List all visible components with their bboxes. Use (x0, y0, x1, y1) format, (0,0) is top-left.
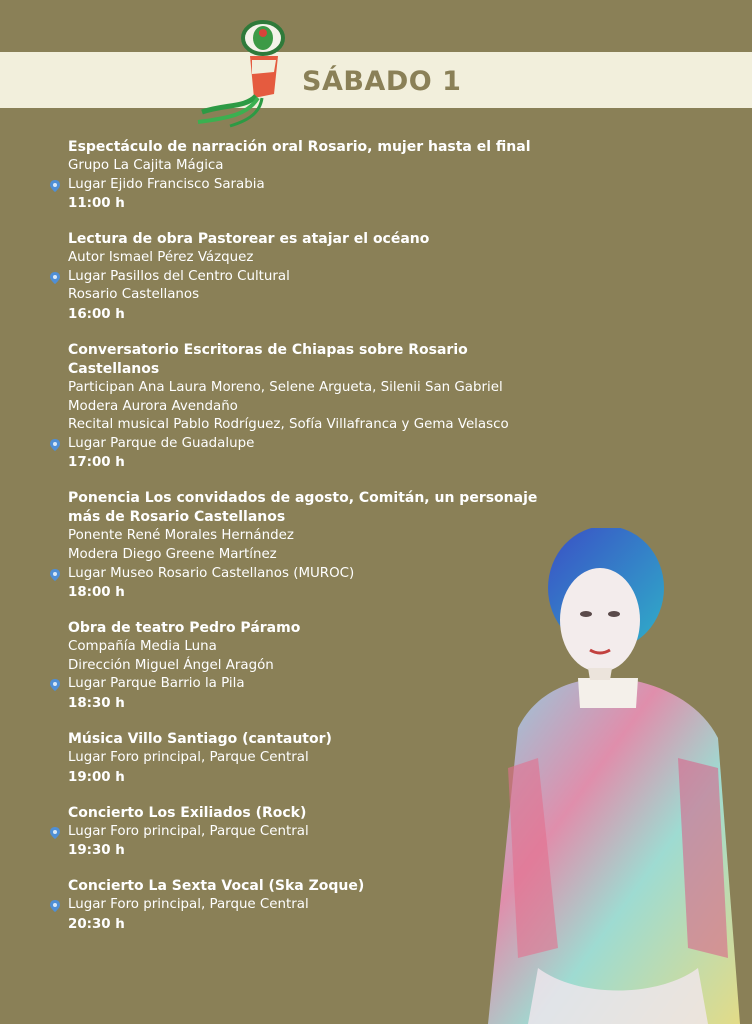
event-detail: Autor Ismael Pérez Vázquez (68, 250, 254, 266)
event-detail: Modera Diego Greene Martínez (68, 546, 277, 562)
location-pin-icon (49, 568, 61, 582)
quetzal-logo (190, 16, 300, 128)
event-item (68, 877, 538, 934)
event-title: Espectáculo de narración oral Rosario, mujer hasta el final (68, 139, 531, 155)
event-detail: Recital musical Pablo Rodríguez, Sofía Villafranca y Gema Velasco (68, 417, 509, 433)
event-time: 20:30 h (68, 916, 125, 932)
event-location: Lugar Parque de Guadalupe (68, 435, 538, 454)
event-title: Ponencia Los convidados de agosto, Comitán, un personaje más de Rosario Castellanos (68, 490, 538, 526)
location-pin-icon (49, 438, 61, 452)
location-pin-icon (49, 899, 61, 913)
event-detail: Dirección Miguel Ángel Aragón (68, 657, 274, 673)
event-item (68, 341, 538, 472)
event-location: Lugar Foro principal, Parque Central (68, 823, 538, 842)
event-title: Concierto La Sexta Vocal (Ska Zoque) (68, 878, 365, 895)
event-title: Concierto Los Exiliados (Rock) (68, 804, 307, 821)
portrait-illustration (478, 528, 752, 1024)
event-location: Lugar Ejido Francisco Sarabia (68, 176, 538, 195)
event-time: 11:00 h (68, 196, 125, 212)
event-location: Lugar Foro principal, Parque Central (68, 896, 538, 915)
event-title: Obra de teatro Pedro Páramo (68, 620, 301, 637)
event-detail: Modera Aurora Avendaño (68, 398, 238, 414)
page-title: SÁBADO 1 (302, 66, 462, 97)
event-time: 18:00 h (68, 585, 125, 601)
event-item (68, 230, 538, 324)
location-pin-icon (49, 678, 61, 692)
event-detail: Grupo La Cajita Mágica (68, 158, 224, 173)
event-list (68, 138, 538, 951)
event-time: 16:00 h (68, 306, 125, 322)
event-item (68, 804, 538, 861)
event-detail: Participan Ana Laura Moreno, Selene Argueta, Silenii San Gabriel (68, 379, 503, 395)
event-time: 19:30 h (68, 843, 125, 859)
event-title: Música Villo Santiago (cantautor) (68, 730, 332, 747)
event-time: 17:00 h (68, 455, 125, 471)
event-location: Lugar Pasillos del Centro Cultural (68, 268, 538, 287)
event-detail: Ponente René Morales Hernández (68, 528, 294, 544)
event-time: 18:30 h (68, 695, 125, 711)
event-item (68, 619, 538, 713)
event-item (68, 138, 538, 213)
location-pin-icon (49, 826, 61, 840)
event-detail: Lugar Foro principal, Parque Central (68, 749, 309, 765)
location-pin-icon (49, 179, 61, 193)
event-location: Lugar Parque Barrio la Pila (68, 675, 538, 694)
event-item (68, 489, 538, 602)
event-title: Conversatorio Escritoras de Chiapas sobre Rosario Castellanos (68, 341, 468, 377)
event-location: Lugar Museo Rosario Castellanos (MUROC) (68, 565, 538, 584)
event-item (68, 730, 538, 787)
event-title: Lectura de obra Pastorear es atajar el océano (68, 231, 430, 248)
event-time: 19:00 h (68, 769, 125, 785)
location-pin-icon (49, 271, 61, 285)
event-detail: Rosario Castellanos (68, 287, 200, 303)
event-detail: Compañía Media Luna (68, 639, 217, 655)
